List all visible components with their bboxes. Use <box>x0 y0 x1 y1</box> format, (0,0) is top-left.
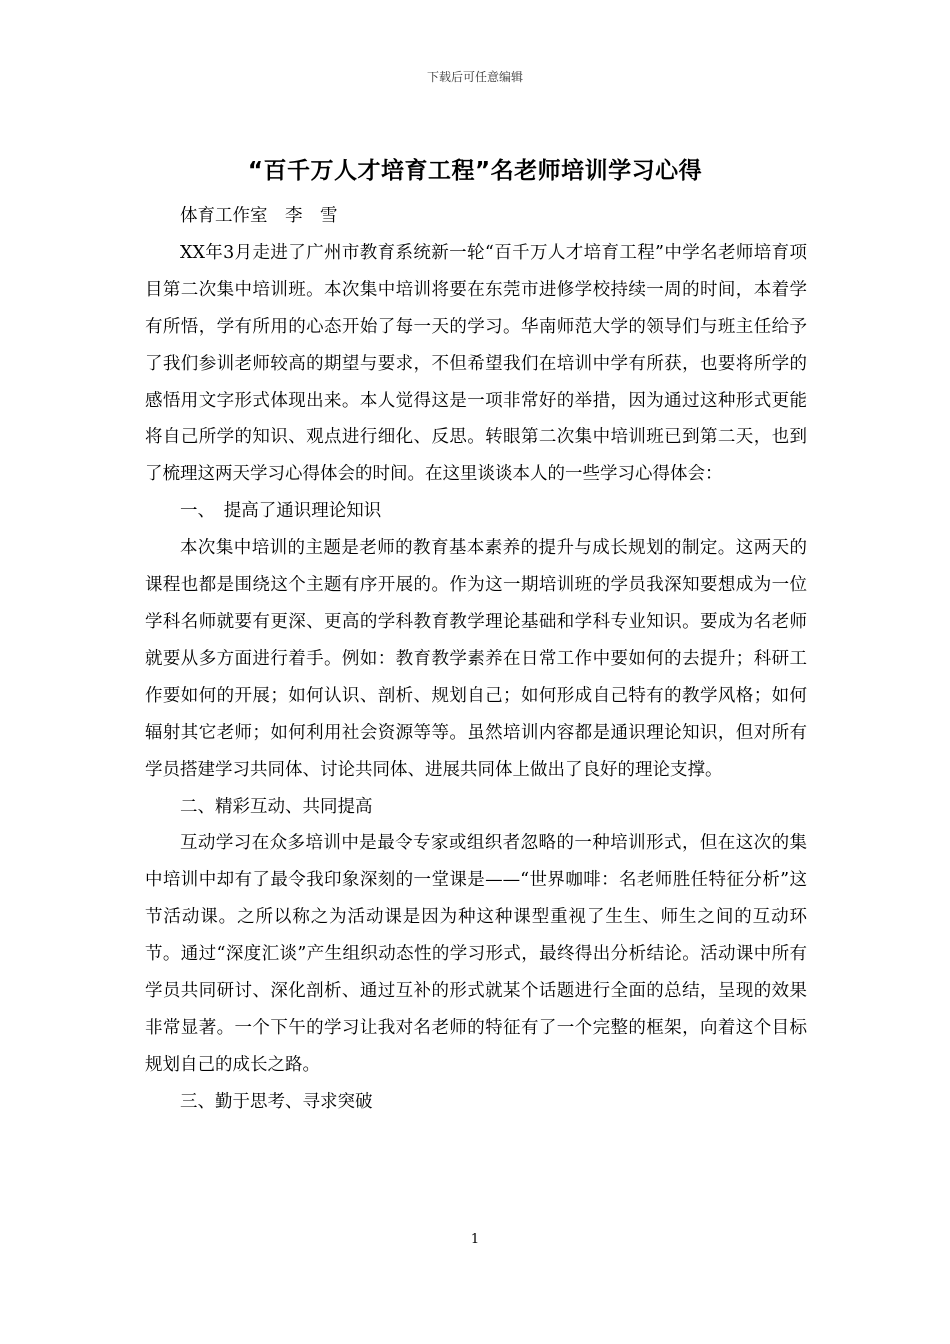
section-heading-2: 二、精彩互动、共同提高 <box>180 796 373 817</box>
header-note: 下载后可任意编辑 <box>426 70 523 84</box>
section-heading-3: 三、勤于思考、寻求突破 <box>180 1091 373 1112</box>
section-heading-1: 一、 提高了通识理论知识 <box>180 501 382 522</box>
paragraph-intro: XX年3月走进了广州市教育系统新一轮“百千万人才培育工程”中学名老师培育项目第二次集中培训班。本次集中培训将要在东莞市进修学校持续一周的时间，本着学有所悟，学有所用的心态开始了每一天的学习。华南师范大学的领导们与班主任给予了我们参训老师较高的期望与要求，不但希望我们在培训中学有所获，也要将所学的感悟用文字形式体现出来。本人觉得这是一项非常好的举措，因为通过这种形式更能将自己所学的知识、观点进行细化、反思。转眼第二次集中培训班已到第二天，也到了梳理这两天学习心得体会的时间。在这里谈谈本人的一些学习心得体会： <box>145 242 807 485</box>
paragraph-section-1: 本次集中培训的主题是老师的教育基本素养的提升与成长规划的制定。这两天的课程也都是围绕这个主题有序开展的。作为这一期培训班的学员我深知要想成为一位学科名师就要有更深、更高的学科教育教学理论基础和学科专业知识。要成为名老师就要从多方面进行着手。例如：教育教学素养在日常工作中要如何的去提升；科研工作要如何的开展；如何认识、剖析、规划自己；如何形成自己特有的教学风格；如何辐射其它老师；如何利用社会资源等等。虽然培训内容都是通识理论知识，但对所有学员搭建学习共同体、讨论共同体、进展共同体上做出了良好的理论支撑。 <box>145 538 807 780</box>
page-number: 1 <box>470 1232 480 1247</box>
document-body <box>145 198 807 1121</box>
paragraph-section-2: 互动学习在众多培训中是最令专家或组织者忽略的一种培训形式，但在这次的集中培训中却有了最令我印象深刻的一堂课是——“世界咖啡：名老师胜任特征分析”这节活动课。之所以称之为活动课是因为种这种课型重视了生生、师生之间的互动环节。通过“深度汇谈”产生组织动态性的学习形式，最终得出分析结论。活动课中所有学员共同研讨、深化剖析、通过互补的形式就某个话题进行全面的总结，呈现的效果非常显著。一个下午的学习让我对名老师的特征有了一个完整的框架，向着这个目标规划自己的成长之路。 <box>145 833 807 1075</box>
author-line: 体育工作室 李 雪 <box>180 206 338 226</box>
document-title: “百千万人才培育工程”名老师培训学习心得 <box>247 158 703 184</box>
